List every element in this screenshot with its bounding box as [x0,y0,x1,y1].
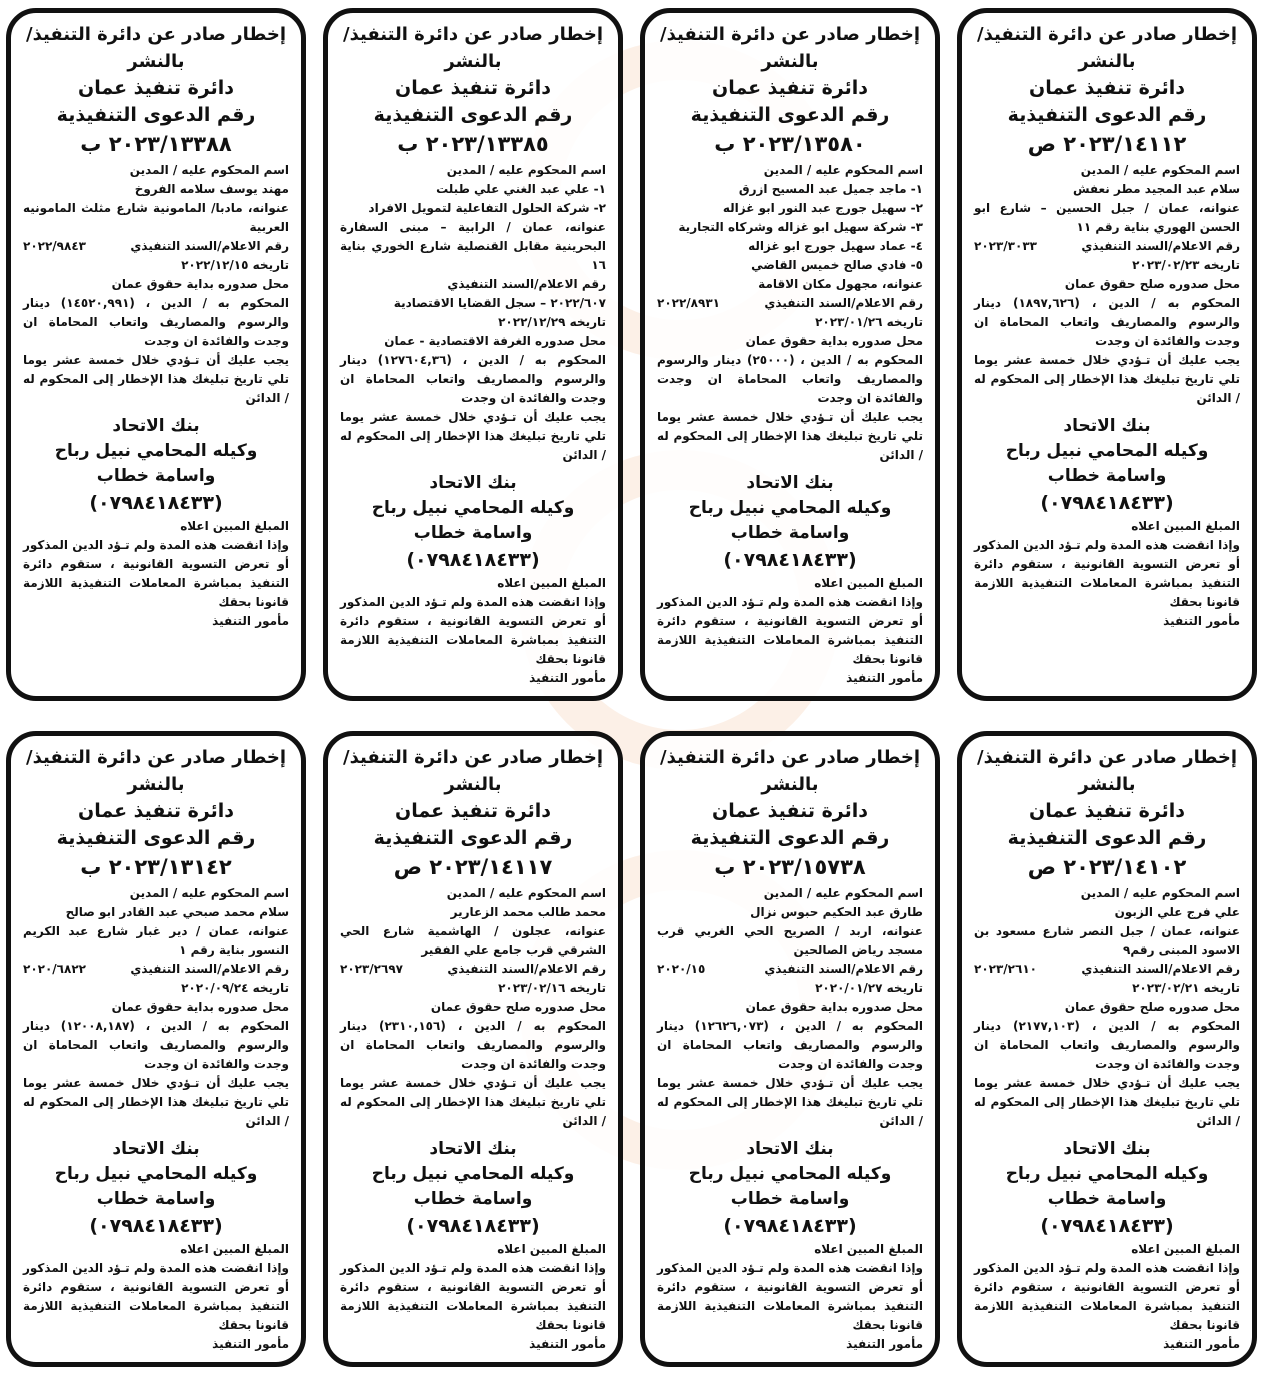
payment-text: يجب عليك أن تـؤدي خلال خمسة عشر يوما تلي تاريخ تبليغك هذا الإخطار إلى المحكوم له / الدائن [23,353,289,405]
notice-number: ٢٠٢٢/٩٨٤٣ [23,239,86,253]
debtor-address: عنوانه، عمان / الرابية – مبنى السفارة البحرينية مقابل القنصلية شارع الخوري بناية ١٦ [340,220,606,272]
notice-date-row [657,313,923,332]
warning-text: وإذا انقضت هذه المدة ولم تـؤد الدين المذكور أو تعرض التسوية القانونية ، ستقوم دائرة التنفيذ بمباشرة المعاملات التنفيذية اللازمة قانونا بحقك [974,1261,1240,1332]
notice-date-row [657,979,923,998]
case-number: ٢٠٢٣/١٥٧٣٨ ب [714,855,866,879]
issued-by: صلح حقوق عمان [1064,277,1165,291]
amount-prefix: المحكوم به / الدين ، [462,353,606,367]
case-number: ٢٠٢٣/١٣٥٨٠ ب [714,132,866,156]
debtor-address: عنوانه، عمان / جبل الحسين – شارع ابو الحسن الهوري بناية رقم ١١ [974,201,1240,234]
debtor-name: ١- ماجد جميل عبد المسيح ازرق [738,182,923,196]
debtor-label: اسم المحكوم عليه / المدين [763,886,923,900]
amount-text [657,351,923,408]
date-label: تاريخه [252,981,289,995]
notice-subtitle: بالنشر [1078,774,1136,795]
debtor-address: عنوانه، مجهول مكان الاقامة [758,277,923,291]
amount-prefix: المحكوم به / الدين ، [145,296,289,310]
lawyer-phone: (٠٧٩٨٤١٨٤٣٣) [723,1215,857,1237]
signature: مأمور التنفيذ [212,614,289,628]
warning-text: وإذا انقضت هذه المدة ولم تـؤد الدين المذكور أو تعرض التسوية القانونية ، ستقوم دائرة التنفيذ بمباشرة المعاملات التنفيذية اللازمة قانونا بحقك [657,595,923,666]
notice-number-row [974,237,1240,256]
signature: مأمور التنفيذ [846,671,923,685]
issued-by: بداية حقوق عمان [745,1000,848,1014]
notice-number: ٢٠٢٠/٦٨٢٢ [23,962,86,976]
warning-text: وإذا انقضت هذه المدة ولم تـؤد الدين المذكور أو تعرض التسوية القانونية ، ستقوم دائرة التنفيذ بمباشرة المعاملات التنفيذية اللازمة قانونا بحقك [340,1261,606,1332]
notice-date: ٢٠٢٢/١٢/٢٩ [498,315,566,329]
amount-reference: المبلغ المبين اعلاه [497,576,606,590]
amount-prefix: المحكوم به / الدين ، [145,1019,289,1033]
payment-text: يجب عليك أن تـؤدي خلال خمسة عشر يوما تلي تاريخ تبليغك هذا الإخطار إلى المحكوم له / الدائن [23,1076,289,1128]
debtor-name: سلام محمد صبحي عبد القادر ابو صالح [65,905,289,919]
execution-notice [6,731,306,1367]
notice-number: ٢٠٢٠/١٥ [657,962,706,976]
amount-text [340,351,606,408]
lawyer-name: وكيله المحامي نبيل رباح واسامة خطاب [1005,1164,1209,1209]
department-name: دائرة تنفيذ عمان [1028,77,1186,99]
issued-by: بداية حقوق عمان [745,334,848,348]
warning-text: وإذا انقضت هذه المدة ولم تـؤد الدين المذكور أو تعرض التسوية القانونية ، ستقوم دائرة التنفيذ بمباشرة المعاملات التنفيذية اللازمة قانونا بحقك [657,1261,923,1332]
amount-text [974,1017,1240,1074]
debtor-name: مهند يوسف سلامه الفروخ [134,182,289,196]
lawyer-name: وكيله المحامي نبيل رباح واسامة خطاب [54,1164,258,1209]
case-number: ٢٠٢٣/١٤١٠٢ ص [1027,855,1187,879]
payment-text: يجب عليك أن تـؤدي خلال خمسة عشر يوما تلي تاريخ تبليغك هذا الإخطار إلى المحكوم له / الدائن [657,410,923,462]
notice-title: إخطار صادر عن دائرة التنفيذ/ [26,24,286,45]
notice-date: ٢٠٢٣/٠٢/١٦ [498,981,566,995]
creditor-name: بنك الاتحاد [112,1139,200,1159]
department-name: دائرة تنفيذ عمان [394,77,552,99]
creditor-name: بنك الاتحاد [746,1139,834,1159]
amount-suffix: دينار والرسوم والمصاريف واتعاب المحاماة ان وجدت والفائدة ان وجدت [974,296,1240,348]
notice-number-row [23,237,289,256]
amount-suffix: دينار والرسوم والمصاريف واتعاب المحاماة ان وجدت والفائدة ان وجدت [974,1019,1240,1071]
department-name: دائرة تنفيذ عمان [1028,800,1186,822]
execution-notice [323,8,623,701]
notice-number-row [340,275,606,313]
notice-subtitle: بالنشر [761,774,819,795]
notice-number-label: رقم الاعلام/السند التنفيذي [130,962,289,976]
notice-number-label: رقم الاعلام/السند التنفيذي [764,296,923,310]
date-label: تاريخه [886,315,923,329]
amount-text [340,1017,606,1074]
debtor-name: علي فرج علي الزبون [1114,905,1240,919]
debtor-name: ١- علي عبد الغني علي طبلت [436,182,606,196]
execution-notice [640,731,940,1367]
creditor-name: بنك الاتحاد [429,473,517,493]
amount-suffix: دينار والرسوم والمصاريف واتعاب المحاماة ان وجدت والفائدة ان وجدت [23,1019,289,1071]
signature: مأمور التنفيذ [846,1337,923,1351]
debtor-label: اسم المحكوم عليه / المدين [129,163,289,177]
debtor-name: سلام عبد المجيد مطر نعفش [1072,182,1240,196]
lawyer-phone: (٠٧٩٨٤١٨٤٣٣) [89,1215,223,1237]
debtor-label: اسم المحكوم عليه / المدين [129,886,289,900]
issued-by-row [23,275,289,294]
amount-text [23,1017,289,1074]
amount-prefix: المحكوم به / الدين ، [1091,1019,1241,1033]
debtor-label: اسم المحكوم عليه / المدين [763,163,923,177]
signature: مأمور التنفيذ [529,671,606,685]
case-label: رقم الدعوى التنفيذية [373,827,573,849]
notice-number-row [657,294,923,313]
issued-by-row [340,332,606,351]
debtor-name: محمد طالب محمد الزعارير [450,905,606,919]
case-number: ٢٠٢٣/١٣٣٨٨ ب [80,132,232,156]
creditor-name: بنك الاتحاد [429,1139,517,1159]
department-name: دائرة تنفيذ عمان [77,77,235,99]
notice-date: ٢٠٢٣/٠١/٢٦ [815,315,883,329]
warning-text: وإذا انقضت هذه المدة ولم تـؤد الدين المذكور أو تعرض التسوية القانونية ، ستقوم دائرة التنفيذ بمباشرة المعاملات التنفيذية اللازمة قانونا بحقك [974,538,1240,609]
debtor-name: طارق عبد الحكيم حبوس نزال [750,905,923,919]
amount-reference: المبلغ المبين اعلاه [497,1242,606,1256]
amount-prefix: المحكوم به / الدين ، [779,1019,923,1033]
amount-text [974,294,1240,351]
payment-text: يجب عليك أن تـؤدي خلال خمسة عشر يوما تلي تاريخ تبليغك هذا الإخطار إلى المحكوم له / الدائن [974,1076,1240,1128]
issued-by: بداية حقوق عمان [111,277,214,291]
amount-suffix: دينار والرسوم والمصاريف واتعاب المحاماة ان وجدت والفائدة ان وجدت [657,1019,923,1071]
debtor-address: عنوانه، عمان / جبل النصر شارع مسعود بن الاسود المبنى رقم٩ [974,924,1240,957]
lawyer-name: وكيله المحامي نبيل رباح واسامة خطاب [54,441,258,486]
debtor-address: عنوانه، عمان / دير غبار شارع عبد الكريم النسور بناية رقم ١ [23,924,289,957]
notice-title: إخطار صادر عن دائرة التنفيذ/ [977,747,1237,768]
notice-number-row [974,960,1240,979]
notice-subtitle: بالنشر [127,774,185,795]
issued-label: محل صدوره [1169,277,1240,291]
notice-date: ٢٠٢٠/٠٩/٢٤ [181,981,249,995]
department-name: دائرة تنفيذ عمان [77,800,235,822]
issued-by: بداية حقوق عمان [111,1000,214,1014]
notice-date: ٢٠٢٣/٠٢/٢٣ [1132,258,1200,272]
notice-number-row [340,960,606,979]
case-label: رقم الدعوى التنفيذية [56,827,256,849]
debtor-label: اسم المحكوم عليه / المدين [446,886,606,900]
case-number: ٢٠٢٣/١٤١١٧ ص [393,855,553,879]
debtor-name: ٣- شركة سهيل ابو غزاله وشركاه التجارية [678,220,923,234]
signature: مأمور التنفيذ [212,1337,289,1351]
notice-title: إخطار صادر عن دائرة التنفيذ/ [977,24,1237,45]
amount-prefix: المحكوم به / الدين ، [1091,296,1241,310]
debtor-label: اسم المحكوم عليه / المدين [446,163,606,177]
issued-by-row [974,998,1240,1017]
payment-text: يجب عليك أن تـؤدي خلال خمسة عشر يوما تلي تاريخ تبليغك هذا الإخطار إلى المحكوم له / الدائن [340,410,606,462]
amount-value: (١٢٠٠٨,١٨٧) [60,1019,135,1033]
issued-label: محل صدوره [852,1000,923,1014]
notice-date-row [974,256,1240,275]
notice-number: ٢٠٢٣/٢٦٩٧ [340,962,403,976]
amount-value: (١٨٩٧,٦٢٦) [1013,296,1080,310]
notice-number: ٢٠٢٣/٣٠٣٣ [974,239,1037,253]
notice-number-label: رقم الاعلام/السند التنفيذي [447,962,606,976]
execution-notice [323,731,623,1367]
case-number: ٢٠٢٣/١٣١٤٢ ب [80,855,232,879]
notice-date-row [974,979,1240,998]
lawyer-phone: (٠٧٩٨٤١٨٤٣٣) [723,549,857,571]
notice-title: إخطار صادر عن دائرة التنفيذ/ [26,747,286,768]
notice-subtitle: بالنشر [127,51,185,72]
execution-notice [6,8,306,701]
issued-label: محل صدوره [852,334,923,348]
issued-label: محل صدوره [535,1000,606,1014]
lawyer-phone: (٠٧٩٨٤١٨٤٣٣) [1040,1215,1174,1237]
signature: مأمور التنفيذ [529,1337,606,1351]
notice-title: إخطار صادر عن دائرة التنفيذ/ [343,24,603,45]
amount-suffix: دينار والرسوم والمصاريف واتعاب المحاماة ان وجدت والفائدة ان وجدت [23,296,289,348]
amount-suffix: دينار والرسوم والمصاريف واتعاب المحاماة ان وجدت والفائدة ان وجدت [340,353,606,405]
amount-text [23,294,289,351]
issued-label: محل صدوره [218,277,289,291]
notice-number-label: رقم الاعلام/السند التنفيذي [130,239,289,253]
date-label: تاريخه [252,258,289,272]
signature: مأمور التنفيذ [1163,614,1240,628]
creditor-name: بنك الاتحاد [1063,416,1151,436]
case-number: ٢٠٢٣/١٤١١٢ ص [1027,132,1187,156]
issued-label: محل صدوره [1169,1000,1240,1014]
debtor-name: ٤- عماد سهيل جورج ابو غزاله [748,239,923,253]
notice-subtitle: بالنشر [444,51,502,72]
notice-number: ٢٠٢٢/٦٠٧ – سجل القضايا الاقتصادية [393,296,606,310]
signature: مأمور التنفيذ [1163,1337,1240,1351]
notice-title: إخطار صادر عن دائرة التنفيذ/ [343,747,603,768]
amount-reference: المبلغ المبين اعلاه [814,576,923,590]
amount-text [657,1017,923,1074]
debtor-name: ٢- شركة الحلول التفاعلية لتمويل الافراد [368,201,606,215]
lawyer-name: وكيله المحامي نبيل رباح واسامة خطاب [371,1164,575,1209]
notice-date-row [23,979,289,998]
notice-title: إخطار صادر عن دائرة التنفيذ/ [660,24,920,45]
notice-date: ٢٠٢٢/١٢/١٥ [181,258,249,272]
amount-value: (١٢٦٢٦,٠٧٣) [694,1019,769,1033]
amount-reference: المبلغ المبين اعلاه [180,1242,289,1256]
issued-by-row [974,275,1240,294]
amount-suffix: دينار والرسوم والمصاريف واتعاب المحاماة ان وجدت والفائدة ان وجدت [657,353,923,405]
department-name: دائرة تنفيذ عمان [394,800,552,822]
lawyer-name: وكيله المحامي نبيل رباح واسامة خطاب [371,498,575,543]
notice-number-label: رقم الاعلام/السند التنفيذي [764,962,923,976]
creditor-name: بنك الاتحاد [112,416,200,436]
notice-number-label: رقم الاعلام/السند التنفيذي [447,277,606,291]
notice-subtitle: بالنشر [444,774,502,795]
execution-notice [957,8,1257,701]
case-label: رقم الدعوى التنفيذية [373,104,573,126]
debtor-address: عنوانه، عجلون / الهاشمية شارع الحي الشرقي قرب جامع علي الفقير [340,924,606,957]
date-label: تاريخه [569,315,606,329]
lawyer-phone: (٠٧٩٨٤١٨٤٣٣) [1040,492,1174,514]
amount-value: (١٤٥٢٠,٩٩١) [60,296,135,310]
lawyer-phone: (٠٧٩٨٤١٨٤٣٣) [406,1215,540,1237]
date-label: تاريخه [1203,981,1240,995]
lawyer-name: وكيله المحامي نبيل رباح واسامة خطاب [688,498,892,543]
case-label: رقم الدعوى التنفيذية [1007,827,1207,849]
debtor-name: ٢- سهيل جورج عبد النور ابو غزاله [722,201,923,215]
case-label: رقم الدعوى التنفيذية [1007,104,1207,126]
case-label: رقم الدعوى التنفيذية [690,104,890,126]
amount-prefix: المحكوم به / الدين ، [800,353,923,367]
issued-by-row [657,332,923,351]
lawyer-phone: (٠٧٩٨٤١٨٤٣٣) [406,549,540,571]
notice-number: ٢٠٢٢/٨٩٣١ [657,296,720,310]
amount-value: (١٢٧٦٠٤,٣٦) [377,353,452,367]
payment-text: يجب عليك أن تـؤدي خلال خمسة عشر يوما تلي تاريخ تبليغك هذا الإخطار إلى المحكوم له / الدائن [974,353,1240,405]
issued-label: محل صدوره [218,1000,289,1014]
notice-date-row [340,979,606,998]
payment-text: يجب عليك أن تـؤدي خلال خمسة عشر يوما تلي تاريخ تبليغك هذا الإخطار إلى المحكوم له / الدائن [657,1076,923,1128]
execution-notice [640,8,940,701]
notice-number-row [657,960,923,979]
amount-reference: المبلغ المبين اعلاه [1131,1242,1240,1256]
notice-date: ٢٠٢٣/٠٢/٢١ [1132,981,1200,995]
issued-by: صلح حقوق عمان [1064,1000,1165,1014]
amount-suffix: دينار والرسوم والمصاريف واتعاب المحاماة ان وجدت والفائدة ان وجدت [340,1019,606,1071]
issued-by: صلح حقوق عمان [430,1000,531,1014]
notice-date: ٢٠٢٠/٠١/٢٧ [815,981,883,995]
amount-reference: المبلغ المبين اعلاه [814,1242,923,1256]
amount-value: (٢٥٠٠٠) [746,353,795,367]
notice-title: إخطار صادر عن دائرة التنفيذ/ [660,747,920,768]
case-label: رقم الدعوى التنفيذية [690,827,890,849]
case-label: رقم الدعوى التنفيذية [56,104,256,126]
date-label: تاريخه [569,981,606,995]
amount-reference: المبلغ المبين اعلاه [1131,519,1240,533]
issued-by-row [340,998,606,1017]
issued-by-row [657,998,923,1017]
issued-by-row [23,998,289,1017]
lawyer-phone: (٠٧٩٨٤١٨٤٣٣) [89,492,223,514]
debtor-name: ٥- فادي صالح خميس القاضي [751,258,923,272]
issued-by: الغرفة الاقتصادية - عمان [384,334,531,348]
issued-label: محل صدوره [535,334,606,348]
notice-date-row [23,256,289,275]
amount-reference: المبلغ المبين اعلاه [180,519,289,533]
debtor-label: اسم المحكوم عليه / المدين [1080,163,1240,177]
creditor-name: بنك الاتحاد [746,473,834,493]
notice-number-label: رقم الاعلام/السند التنفيذي [1081,239,1240,253]
creditor-name: بنك الاتحاد [1063,1139,1151,1159]
debtor-address: عنوانه، مادبا/ المامونية شارع مثلث المامونيه العربية [23,201,289,234]
notices-grid [5,0,1257,1375]
amount-prefix: المحكوم به / الدين ، [457,1019,607,1033]
lawyer-name: وكيله المحامي نبيل رباح واسامة خطاب [688,1164,892,1209]
execution-notice [957,731,1257,1367]
date-label: تاريخه [886,981,923,995]
warning-text: وإذا انقضت هذه المدة ولم تـؤد الدين المذكور أو تعرض التسوية القانونية ، ستقوم دائرة التنفيذ بمباشرة المعاملات التنفيذية اللازمة قانونا بحقك [23,538,289,609]
notice-number-row [23,960,289,979]
debtor-address: عنوانه، اربد / الصريح الحي الغربي قرب مسجد رياض الصالحين [657,924,923,957]
case-number: ٢٠٢٣/١٣٣٨٥ ب [397,132,549,156]
warning-text: وإذا انقضت هذه المدة ولم تـؤد الدين المذكور أو تعرض التسوية القانونية ، ستقوم دائرة التنفيذ بمباشرة المعاملات التنفيذية اللازمة قانونا بحقك [340,595,606,666]
department-name: دائرة تنفيذ عمان [711,800,869,822]
notice-number: ٢٠٢٣/٢٦١٠ [974,962,1037,976]
lawyer-name: وكيله المحامي نبيل رباح واسامة خطاب [1005,441,1209,486]
amount-value: (٢١٧٧,١٠٣) [1013,1019,1080,1033]
payment-text: يجب عليك أن تـؤدي خلال خمسة عشر يوما تلي تاريخ تبليغك هذا الإخطار إلى المحكوم له / الدائن [340,1076,606,1128]
notice-subtitle: بالنشر [761,51,819,72]
notice-number-label: رقم الاعلام/السند التنفيذي [1081,962,1240,976]
amount-value: (٢٣١٠,١٥٦) [379,1019,446,1033]
debtor-label: اسم المحكوم عليه / المدين [1080,886,1240,900]
notice-date-row [340,313,606,332]
date-label: تاريخه [1203,258,1240,272]
notice-subtitle: بالنشر [1078,51,1136,72]
department-name: دائرة تنفيذ عمان [711,77,869,99]
warning-text: وإذا انقضت هذه المدة ولم تـؤد الدين المذكور أو تعرض التسوية القانونية ، ستقوم دائرة التنفيذ بمباشرة المعاملات التنفيذية اللازمة قانونا بحقك [23,1261,289,1332]
